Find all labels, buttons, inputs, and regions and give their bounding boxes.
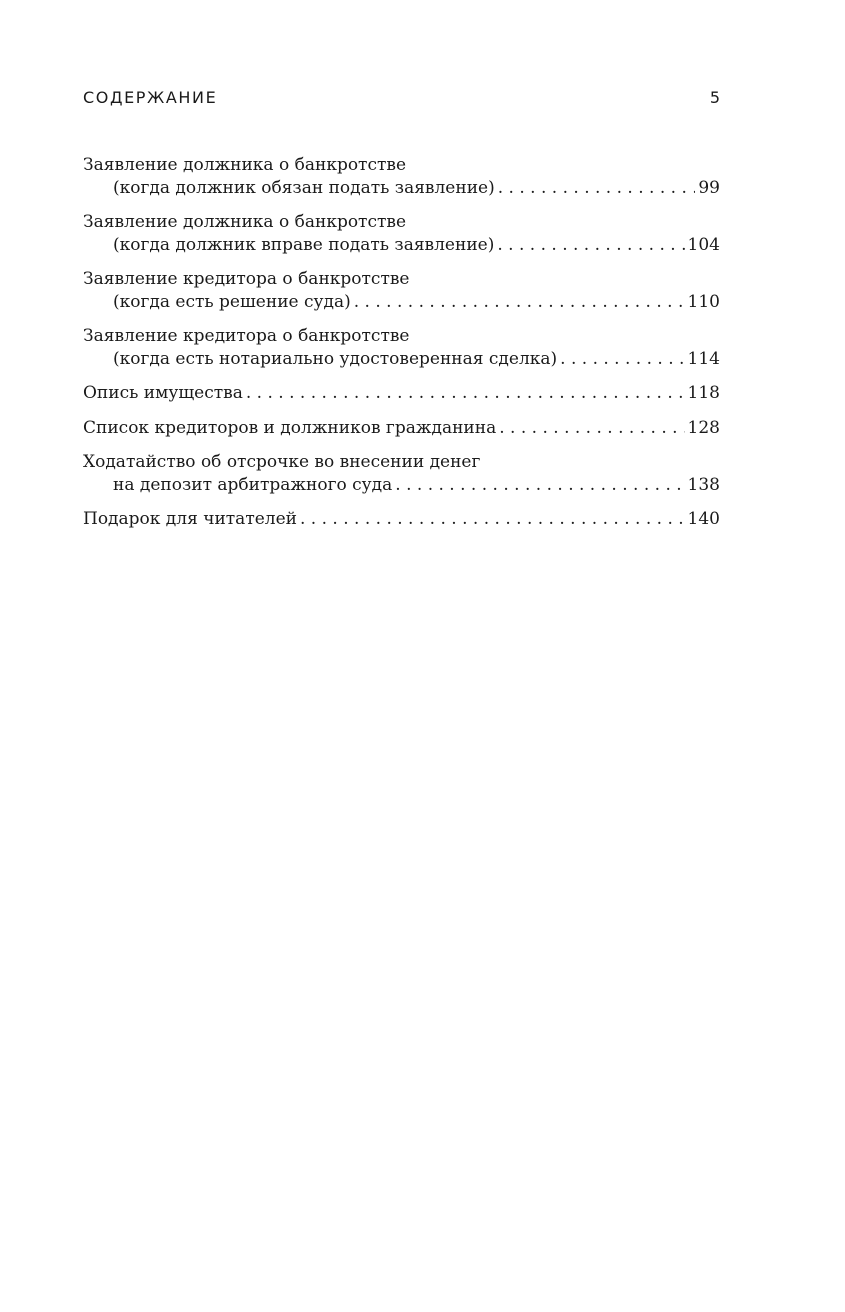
toc-entry-line bbox=[83, 451, 720, 474]
toc-entry-subtitle: (когда есть решение суда) bbox=[113, 291, 351, 312]
running-head bbox=[83, 88, 720, 116]
toc-page-number: 138 bbox=[687, 474, 720, 495]
toc-page-number: 110 bbox=[687, 291, 720, 312]
toc-entry[interactable] bbox=[83, 417, 720, 440]
section-title: СОДЕРЖАНИЕ bbox=[83, 88, 218, 107]
dot-leader bbox=[395, 474, 684, 497]
toc-entry-line bbox=[83, 234, 720, 257]
toc-entry-line bbox=[83, 417, 720, 440]
toc-entry[interactable] bbox=[83, 325, 720, 370]
toc-entry-title: Опись имущества bbox=[83, 383, 243, 403]
toc-entry-subtitle: (когда должник обязан подать заявление) bbox=[113, 177, 495, 198]
toc-page-number: 128 bbox=[687, 417, 720, 438]
toc-page-number: 104 bbox=[687, 234, 720, 255]
toc-entry-title: Список кредиторов и должников гражданина bbox=[83, 417, 497, 438]
dot-leader bbox=[498, 177, 696, 200]
toc-entry[interactable] bbox=[83, 211, 720, 256]
dot-leader bbox=[499, 417, 684, 440]
table-of-contents bbox=[83, 154, 720, 531]
toc-entry-line bbox=[83, 177, 720, 200]
toc-entry-line bbox=[83, 268, 720, 291]
toc-page-number: 99 bbox=[698, 177, 720, 198]
dot-leader bbox=[497, 234, 684, 257]
dot-leader bbox=[354, 291, 685, 314]
toc-entry[interactable] bbox=[83, 382, 720, 405]
toc-entry[interactable] bbox=[83, 508, 720, 531]
dot-leader bbox=[300, 508, 685, 531]
dot-leader bbox=[246, 382, 685, 405]
toc-entry-title: Заявление кредитора о банкротстве bbox=[83, 326, 410, 346]
toc-entry[interactable] bbox=[83, 268, 720, 313]
toc-entry-line bbox=[83, 474, 720, 497]
toc-entry-title: Заявление должника о банкротстве bbox=[83, 212, 407, 232]
toc-entry-title: Подарок для читателей bbox=[83, 509, 297, 529]
toc-entry-title: Заявление кредитора о банкротстве bbox=[83, 269, 410, 289]
toc-entry-line bbox=[83, 211, 720, 234]
toc-entry[interactable] bbox=[83, 154, 720, 199]
page-number: 5 bbox=[709, 88, 720, 107]
toc-entry-line bbox=[83, 154, 720, 177]
toc-entry-line bbox=[83, 348, 720, 371]
toc-entry-subtitle: на депозит арбитражного суда bbox=[113, 474, 393, 495]
toc-entry-line bbox=[83, 382, 720, 405]
toc-entry-subtitle: (когда есть нотариально удостоверенная сделка) bbox=[113, 348, 558, 369]
toc-entry-line bbox=[83, 325, 720, 348]
toc-entry-line bbox=[83, 291, 720, 314]
toc-page-number: 140 bbox=[687, 509, 720, 529]
toc-page-number: 118 bbox=[687, 383, 720, 403]
toc-entry-subtitle: (когда должник вправе подать заявление) bbox=[113, 234, 495, 255]
toc-entry-title: Ходатайство об отсрочке во внесении денег bbox=[83, 452, 481, 472]
toc-page-number: 114 bbox=[687, 348, 720, 369]
toc-entry-line bbox=[83, 508, 720, 531]
toc-entry-title: Заявление должника о банкротстве bbox=[83, 155, 407, 175]
toc-entry[interactable] bbox=[83, 451, 720, 496]
book-page bbox=[83, 88, 720, 543]
dot-leader bbox=[560, 348, 684, 371]
